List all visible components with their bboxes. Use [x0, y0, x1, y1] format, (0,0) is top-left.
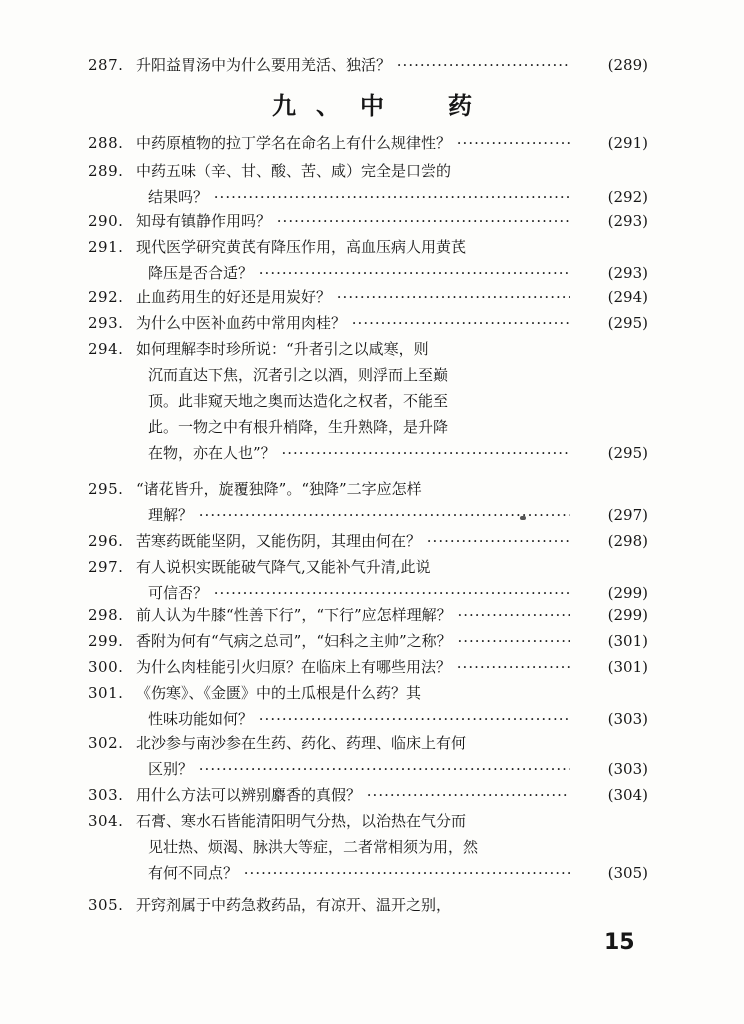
entry-number: 290. [88, 212, 124, 230]
entry-text: 如何理解李时珍所说：“升者引之以咸寒，则 [136, 340, 429, 358]
toc-entry [88, 310, 648, 336]
entry-line [88, 414, 648, 440]
entry-line [88, 208, 648, 234]
entry-line [88, 860, 648, 886]
entry-page-ref: (301) [606, 654, 648, 680]
entry-line [88, 628, 648, 654]
entry-line [88, 756, 648, 782]
toc-entry [88, 782, 648, 808]
entry-number: 297. [88, 558, 124, 576]
toc-entry [88, 892, 648, 918]
entry-page-ref: (292) [606, 184, 648, 210]
toc-entry [88, 130, 648, 156]
entry-line [88, 284, 648, 310]
toc-entry [88, 628, 648, 654]
entry-page-ref: (297) [606, 502, 648, 528]
entry-line [88, 362, 648, 388]
page-number: 15 [604, 930, 635, 955]
entry-number: 298. [88, 606, 124, 624]
entry-number: 295. [88, 480, 124, 498]
entry-number: 288. [88, 134, 124, 152]
entry-page-ref: (304) [606, 782, 648, 808]
entry-page-ref: (295) [606, 310, 648, 336]
entry-text: 开窍剂属于中药急救药品，有凉开、温开之别， [136, 896, 452, 914]
entry-number: 292. [88, 288, 124, 306]
toc-entry [88, 528, 648, 554]
entry-page-ref: (305) [606, 860, 648, 886]
toc-entry [88, 52, 648, 78]
entry-number: 294. [88, 340, 124, 358]
toc-entry [88, 208, 648, 234]
toc-entry [88, 234, 648, 286]
entry-number: 303. [88, 786, 124, 804]
entry-page-ref: (293) [606, 260, 648, 286]
entry-text: 止血药用生的好还是用炭好？ ····· [136, 284, 570, 310]
entry-number: 299. [88, 632, 124, 650]
entry-line [88, 706, 648, 732]
entry-line [88, 892, 648, 918]
entry-text: 升阳益胃汤中为什么要用羌活、独活？ ····· [136, 52, 570, 78]
toc-entry [88, 476, 648, 528]
entry-page-ref: (295) [606, 440, 648, 466]
entry-number: 304. [88, 812, 124, 830]
entry-number: 293. [88, 314, 124, 332]
entry-text: 为什么肉桂能引火归原？在临床上有哪些用法？ ····· [136, 654, 570, 680]
entry-line [88, 782, 648, 808]
entry-text: 《伤寒》、《金匮》中的土瓜根是什么药？其 [136, 684, 422, 702]
entry-line [88, 310, 648, 336]
entry-number: 291. [88, 238, 124, 256]
entry-line [88, 234, 648, 260]
entry-text: 有人说枳实既能破气降气,又能补气升清,此说 [136, 558, 431, 576]
entry-text: 用什么方法可以辨别麝香的真假？ ····· [136, 782, 570, 808]
entry-line [88, 654, 648, 680]
toc-entry [88, 336, 648, 466]
entry-text: 为什么中医补血药中常用肉桂？ ····· [136, 310, 570, 336]
entry-line [88, 502, 648, 528]
entry-page-ref: (291) [606, 130, 648, 156]
entry-line [88, 184, 648, 210]
toc-entry [88, 808, 648, 886]
entry-number: 302. [88, 734, 124, 752]
entry-number: 300. [88, 658, 124, 676]
entry-number: 289. [88, 162, 124, 180]
entry-page-ref: (293) [606, 208, 648, 234]
entry-number: 301. [88, 684, 124, 702]
toc-entry [88, 158, 648, 210]
entry-text: 苦寒药既能坚阴，又能伤阴，其理由何在？ ····· [136, 528, 570, 554]
entry-text: 沉而直达下焦，沉者引之以酒，则浮而上至巅 [148, 366, 449, 384]
entry-page-ref: (303) [606, 756, 648, 782]
entry-number: 287. [88, 56, 124, 74]
entry-text: “诸花皆升，旋覆独降”。“独降”二字应怎样 [136, 480, 422, 498]
entry-text: 见壮热、烦渴、脉洪大等症，二者常相须为用，然 [148, 838, 479, 856]
entry-line [88, 158, 648, 184]
entry-page-ref: (289) [606, 52, 648, 78]
entry-page-ref: (294) [606, 284, 648, 310]
section-heading: 九、中 药 [272, 91, 492, 120]
entry-text: 顶。此非窥天地之奥而达造化之权者，不能至 [148, 392, 449, 410]
entry-text: 北沙参与南沙参在生药、药化、药理、临床上有何 [136, 734, 467, 752]
toc-entry [88, 730, 648, 782]
entry-text: 有何不同点？ ····· [148, 860, 570, 886]
entry-line [88, 808, 648, 834]
entry-line [88, 680, 648, 706]
toc-entry [88, 554, 648, 606]
entry-line [88, 336, 648, 362]
entry-line [88, 52, 648, 78]
entry-line [88, 730, 648, 756]
entry-line [88, 476, 648, 502]
entry-page-ref: (299) [606, 580, 648, 606]
entry-text: 降压是否合适？ ····· [148, 260, 570, 286]
entry-page-ref: (298) [606, 528, 648, 554]
entry-line [88, 528, 648, 554]
entry-text: 区别？ ····· [148, 756, 570, 782]
entry-page-ref: (301) [606, 628, 648, 654]
entry-line [88, 834, 648, 860]
print-speck [520, 516, 526, 520]
entry-text: 可信否？ ····· [148, 580, 570, 606]
toc-entry [88, 602, 648, 628]
entry-text: 石膏、寒水石皆能清阳明气分热，以治热在气分而 [136, 812, 467, 830]
entry-number: 296. [88, 532, 124, 550]
entry-line [88, 440, 648, 466]
entry-page-ref: (303) [606, 706, 648, 732]
entry-text: 性味功能如何？ ····· [148, 706, 570, 732]
toc-entry [88, 284, 648, 310]
entry-text: 中药五味（辛、甘、酸、苦、咸）完全是口尝的 [136, 162, 452, 180]
entry-text: 理解？ ····· [148, 502, 570, 528]
entry-line [88, 554, 648, 580]
entry-text: 知母有镇静作用吗？ ····· [136, 208, 570, 234]
entry-line [88, 130, 648, 156]
entry-text: 香附为何有“气病之总司”，“妇科之主帅”之称？ ····· [136, 628, 570, 654]
entry-line [88, 602, 648, 628]
entry-page-ref: (299) [606, 602, 648, 628]
entry-text: 前人认为牛膝“性善下行”，“下行”应怎样理解？ ····· [136, 602, 570, 628]
entry-text: 中药原植物的拉丁学名在命名上有什么规律性？ ····· [136, 130, 570, 156]
entry-number: 305. [88, 896, 124, 914]
entry-text: 结果吗？ ····· [148, 184, 570, 210]
entry-text: 此。一物之中有根升梢降，生升熟降，是升降 [148, 418, 449, 436]
toc-entry [88, 654, 648, 680]
toc-entry [88, 680, 648, 732]
entry-text: 在物，亦在人也”？ ····· [148, 440, 570, 466]
entry-line [88, 260, 648, 286]
entry-line [88, 388, 648, 414]
entry-text: 现代医学研究黄芪有降压作用，高血压病人用黄芪 [136, 238, 467, 256]
